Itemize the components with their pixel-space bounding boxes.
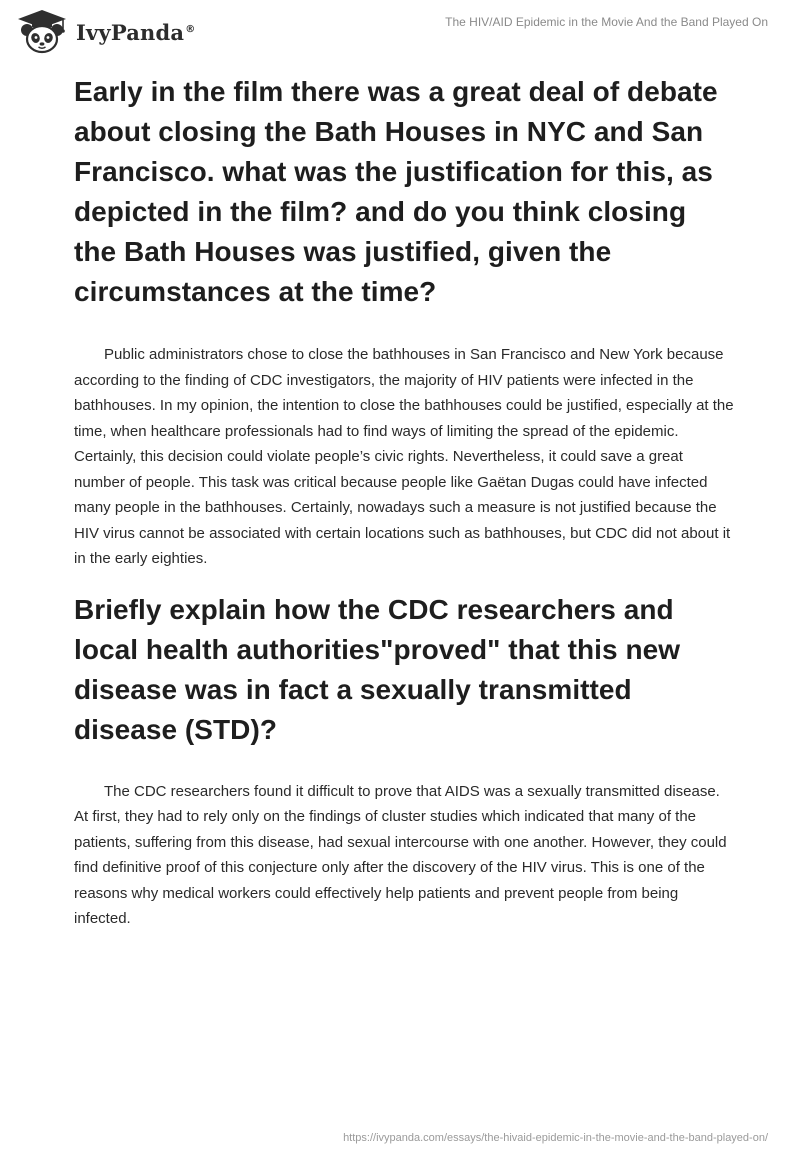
source-url-link[interactable]: https://ivypanda.com/essays/the-hivaid-epidemic-in-the-movie-and-the-band-played-on/ [343,1132,768,1144]
brand-name: IvyPanda® [76,19,196,45]
panda-graduate-icon [14,8,70,54]
answer-paragraph: The CDC researchers found it difficult to prove that AIDS was a sexually transmitted disease. At first, they had to rely only on the findings of cluster studies which indicated that many of the patients, suffering from this disease, had sexual intercourse with one another. However, they could find definitive proof of this conjecture only after the discovery of the HIV virus. This is one of the reasons why medical workers could effectively help patients and prevent people from being infected. [74,782,727,927]
question-heading: Early in the film there was a great deal of debate about closing the Bath Houses in NYC and San Francisco. what was the justification for this, as depicted in the film? and do you think closing the Bath Houses was justified, given the circumstances at the time? [74,76,718,307]
registered-mark: ® [185,23,196,35]
question-heading: Briefly explain how the CDC researchers and local health authorities"proved" that this new disease was in fact a sexually transmitted disease (STD)? [74,593,681,745]
document-title: The HIV/AID Epidemic in the Movie And the Band Played On [445,15,768,29]
essay-content [74,72,734,932]
answer-paragraph: Public administrators chose to close the bathhouses in San Francisco and New York because according to the finding of CDC investigators, the majority of HIV patients were infected in the bathhouses. In my opinion, the intention to close the bathhouses could be justified, especially at the time, when healthcare professionals had to find ways of limiting the spread of the epidemic. Certainly, this decision could violate people’s civic rights. Nevertheless, it could save a great number of people. This task was critical because people like Gaëtan Dugas could have infected many people in the bathhouses. Certainly, nowadays such a measure is not justified because the HIV virus cannot be associated with certain locations such as bathhouses, but CDC did not about it in the early eighties. [74,346,734,567]
page-header [0,0,800,60]
brand-logo[interactable] [14,8,195,54]
